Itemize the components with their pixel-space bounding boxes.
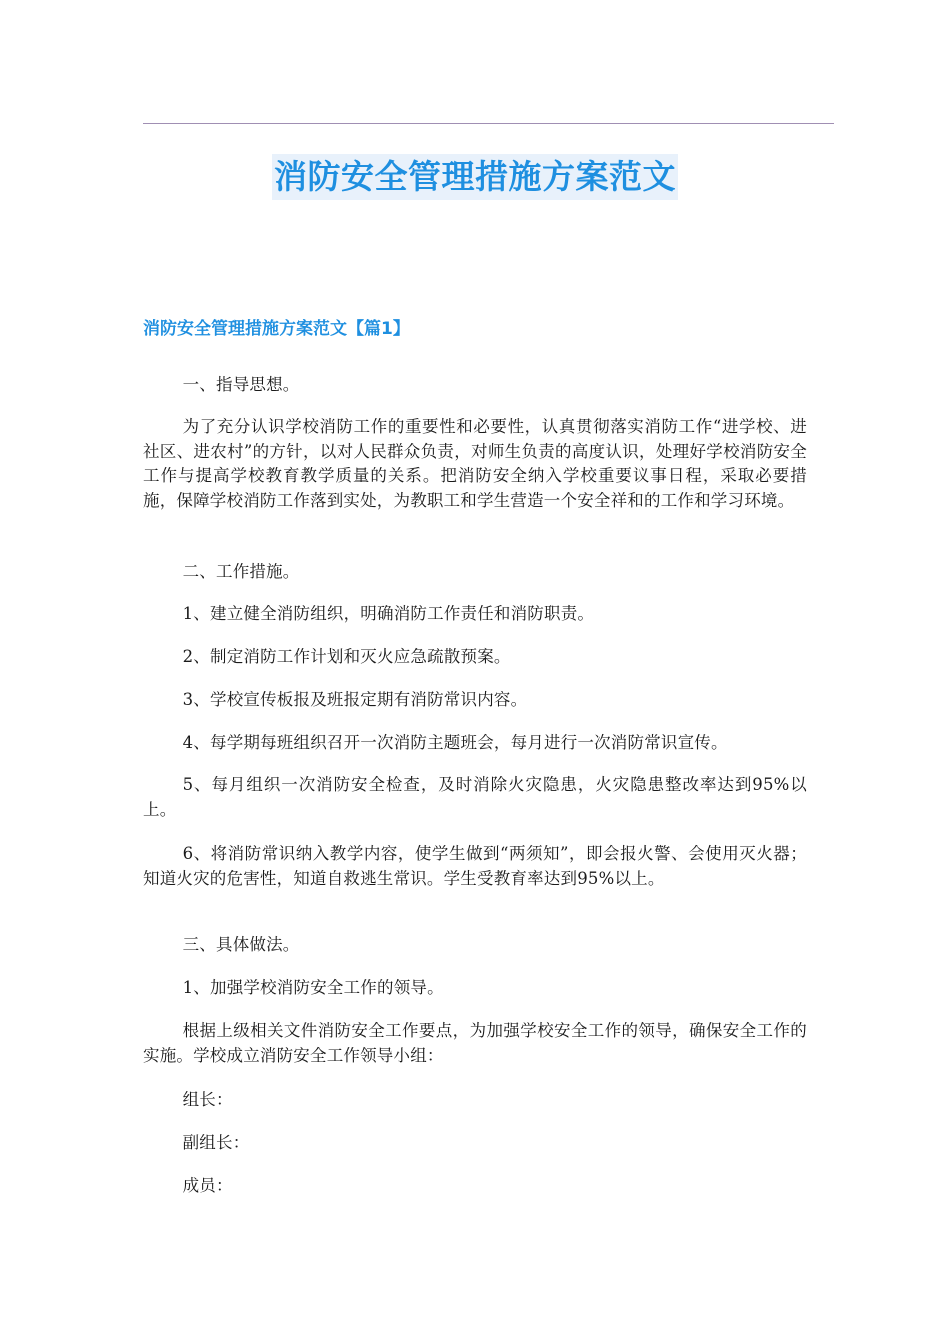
paragraph-method-1-body: 根据上级相关文件消防安全工作要点，为加强学校安全工作的领导，确保安全工作的实施。学校成立消防安全工作领导小组： [143,1021,807,1065]
paragraph-measure-3: 3、学校宣传板报及班报定期有消防常识内容。 [182,690,528,709]
paragraph-measure-6: 6、将消防常识纳入教学内容，使学生做到“两须知”，即会报火警、会使用灭火器；知道火灾的危害性，知道自救逃生常识。学生受教育率达到95%以上。 [143,844,807,888]
paragraph-measure-2: 2、制定消防工作计划和灭火应急疏散预案。 [182,647,511,666]
paragraph-measure-4: 4、每学期每班组织召开一次消防主题班会，每月进行一次消防常识宣传。 [182,733,728,752]
header-divider [143,123,834,124]
paragraph-deputy-leader: 副组长： [182,1133,250,1152]
document-title [0,154,950,200]
paragraph-members: 成员： [182,1176,233,1195]
paragraph-specific-methods: 三、具体做法。 [182,935,300,954]
paragraph-measure-5: 5、每月组织一次消防安全检查，及时消除火灾隐患，火灾隐患整改率达到95%以上。 [143,775,807,819]
section-heading: 消防安全管理措施方案范文【篇1】 [143,319,410,339]
paragraph-work-measures: 二、工作措施。 [182,562,300,581]
paragraph-team-leader: 组长： [182,1090,233,1109]
paragraph-measure-1: 1、建立健全消防组织，明确消防工作责任和消防职责。 [182,604,595,623]
paragraph-guiding-ideology: 一、指导思想。 [182,375,300,394]
document-title-text: 消防安全管理措施方案范文 [272,154,678,200]
paragraph-method-1: 1、加强学校消防安全工作的领导。 [182,978,444,997]
paragraph-ideology-body: 为了充分认识学校消防工作的重要性和必要性，认真贯彻落实消防工作“进学校、进社区、进农村”的方针，以对人民群众负责，对师生负责的高度认识，处理好学校消防安全工作与提高学校教育教学质量的关系。把消防安全纳入学校重要议事日程，采取必要措施，保障学校消防工作落到实处，为教职工和学生营造一个安全祥和的工作和学习环境。 [143,417,807,510]
